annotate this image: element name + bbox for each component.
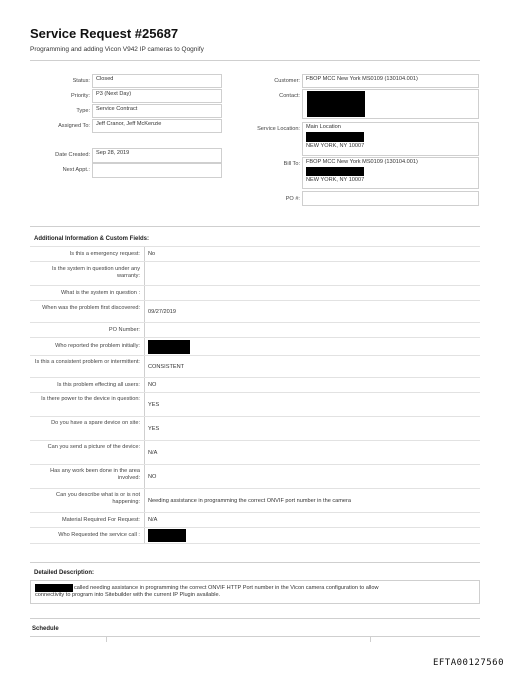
priority-value: P3 (Next Day)	[92, 89, 222, 103]
question-label: Material Required For Request:	[61, 517, 140, 523]
question-label: Is this problem effecting all users:	[57, 382, 140, 388]
service-location-redaction	[306, 132, 364, 142]
list-item	[30, 286, 480, 301]
contact-label: Contact:	[279, 93, 300, 99]
answer-value: No	[144, 247, 480, 261]
additional-info-heading: Additional Information & Custom Fields:	[34, 236, 149, 242]
contact-value	[302, 89, 479, 119]
detailed-text-line1: called needing assistance in programming the correct ONVIF HTTP Port number in the Vicon camera configuration to allow	[74, 584, 379, 591]
schedule-col-divider	[370, 636, 371, 642]
date-created-label: Date Created:	[55, 152, 90, 158]
question-label: Is this a consistent problem or intermittent:	[34, 359, 140, 365]
contact-redaction	[307, 91, 365, 117]
detailed-description-box	[30, 580, 480, 604]
list-item	[30, 338, 480, 356]
answer-value: 09/27/2019	[144, 301, 480, 322]
list-item	[30, 465, 480, 489]
service-location-label: Service Location:	[257, 126, 300, 132]
document-id: EFTA00127560	[432, 658, 504, 668]
schedule-col-divider	[106, 636, 107, 642]
status-label: Status:	[72, 78, 90, 84]
page-title: Service Request #25687	[30, 26, 179, 41]
answer-value	[144, 528, 480, 543]
bill-to-redaction	[306, 167, 364, 176]
next-appt-label: Next Appt.:	[62, 167, 90, 173]
priority-label: Priority:	[71, 93, 90, 99]
detailed-text-line2: connectivity to program into Sitebuilder with the current IP Plugin available.	[35, 592, 221, 598]
question-label: Is this a emergency request:	[69, 251, 140, 257]
bill-to-line1: FBOP MCC New York MS0109 (130104.001)	[306, 159, 418, 165]
next-appt-value	[92, 163, 222, 178]
list-item	[30, 247, 480, 262]
service-location-line1: Main Location	[306, 124, 341, 130]
answer-value: NO	[144, 465, 480, 488]
list-item	[30, 393, 480, 417]
bill-to-city: NEW YORK, NY 10007	[306, 177, 365, 183]
list-item	[30, 356, 480, 378]
type-value: Service Contract	[92, 104, 222, 118]
caller-redaction	[35, 584, 73, 592]
list-item	[30, 378, 480, 393]
list-item	[30, 301, 480, 323]
answer-value	[144, 262, 480, 285]
question-label: Can you describe what is or is not happening:	[56, 492, 140, 505]
answer-value: N/A	[144, 513, 480, 527]
assigned-to-value: Jeff Cranor, Jeff McKenzie	[92, 119, 222, 133]
answer-value	[144, 286, 480, 300]
bill-to-value	[302, 157, 479, 189]
question-label: When was the problem first discovered:	[42, 305, 140, 311]
question-label: Who Requested the service call :	[58, 532, 140, 538]
question-label: Who reported the problem initially:	[55, 343, 140, 349]
section-divider	[30, 226, 480, 227]
question-label: Has any work been done in the area involved:	[50, 468, 140, 481]
schedule-table-top	[30, 636, 480, 637]
answer-value: YES	[144, 393, 480, 416]
answer-value	[144, 323, 480, 337]
list-item	[30, 441, 480, 465]
detailed-divider	[30, 562, 480, 563]
answer-value: N/A	[144, 441, 480, 464]
question-label: Is there power to the device in question:	[41, 396, 140, 402]
list-item	[30, 528, 480, 544]
po-label: PO #:	[285, 196, 300, 202]
schedule-divider	[30, 618, 480, 619]
assigned-to-label: Assigned To:	[58, 123, 90, 129]
schedule-heading: Schedule	[32, 626, 59, 632]
answer-value: Needing assistance in programming the correct ONVIF port number in the camera	[144, 489, 480, 512]
date-created-value: Sep 28, 2019	[92, 148, 222, 163]
question-label: Can you send a picture of the device:	[47, 444, 140, 450]
customer-value: FBOP MCC New York MS0109 (130104.001)	[302, 74, 479, 88]
list-item	[30, 513, 480, 528]
service-location-city: NEW YORK, NY 10007	[306, 143, 365, 149]
answer-value: YES	[144, 417, 480, 440]
status-value: Closed	[92, 74, 222, 88]
page-subtitle: Programming and adding Vicon V942 IP cameras to Qognify	[30, 46, 204, 53]
list-item	[30, 323, 480, 338]
question-label: What is the system in question :	[61, 290, 140, 296]
list-item	[30, 417, 480, 441]
answer-value: CONSISTENT	[144, 356, 480, 377]
answer-value: NO	[144, 378, 480, 392]
question-label: PO Number:	[108, 327, 140, 333]
customer-label: Customer:	[274, 78, 300, 84]
list-item	[30, 489, 480, 513]
question-label: Is the system in question under any warranty:	[52, 266, 140, 279]
po-value	[302, 191, 479, 206]
list-item	[30, 262, 480, 286]
type-label: Type:	[76, 108, 90, 114]
reporter-redaction	[148, 340, 190, 354]
answer-value	[144, 338, 480, 355]
requester-redaction	[148, 529, 186, 542]
question-label: Do you have a spare device on site:	[51, 420, 140, 426]
header-divider	[30, 60, 480, 61]
service-location-value	[302, 122, 479, 156]
detailed-description-heading: Detailed Description:	[34, 570, 95, 576]
bill-to-label: Bill To:	[283, 161, 300, 167]
